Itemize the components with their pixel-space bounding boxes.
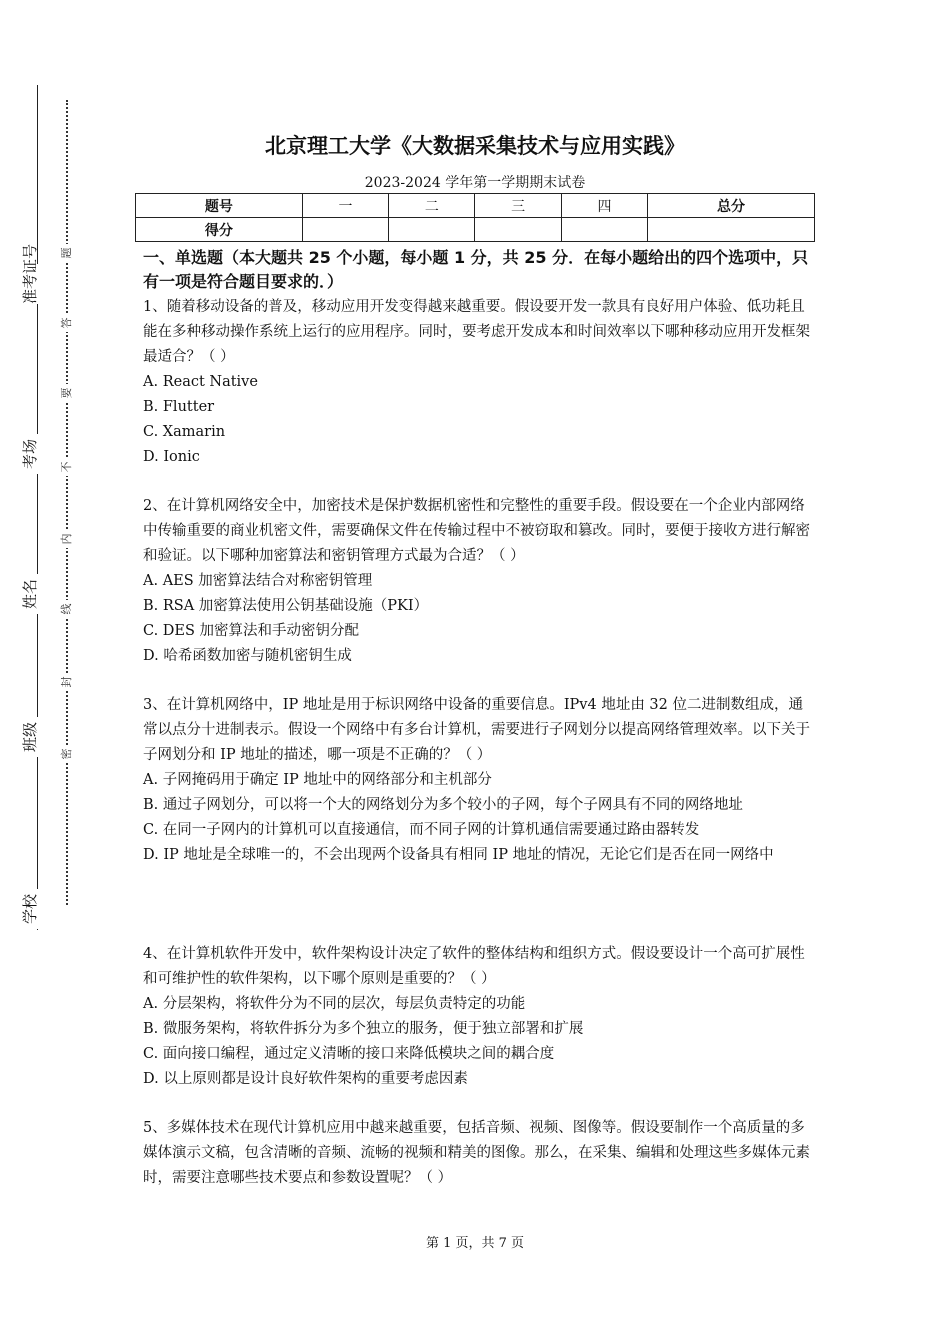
score-cell[interactable]: [475, 218, 561, 242]
score-col-header: 二: [389, 194, 475, 218]
question-4: [143, 942, 813, 1092]
seal-char: 不: [58, 458, 76, 476]
option-d: D. 哈希函数加密与随机密钥生成: [143, 648, 352, 664]
score-table-header-row: [136, 194, 815, 218]
question-3: [143, 693, 813, 868]
question-5: [143, 1116, 813, 1191]
option-b: B. 通过子网划分，可以将一个大的网络划分为多个较小的子网，每个子网具有不同的网络地址: [143, 797, 743, 813]
binding-dotted-line: [66, 100, 68, 905]
option-c: C. 面向接口编程，通过定义清晰的接口来降低模块之间的耦合度: [143, 1046, 555, 1062]
section-heading: 一、单选题（本大题共 25 个小题，每小题 1 分，共 25 分．在每小题给出的四个选项中，只有一项是符合题目要求的．）: [143, 248, 809, 291]
exam-room-label: 考场: [21, 434, 39, 474]
question-text: 1、随着移动设备的普及，移动应用开发变得越来越重要。假设要开发一款具有良好用户体验、低功耗且能在多种移动操作系统上运行的应用程序。同时，要考虑开发成本和时间效率以下哪种移动应用开发框架最适合？（ ）: [143, 299, 810, 365]
option-a: A. AES 加密算法结合对称密钥管理: [143, 573, 373, 589]
question-text: 2、在计算机网络安全中，加密技术是保护数据机密性和完整性的重要手段。假设要在一个企业内部网络中传输重要的商业机密文件，需要确保文件在传输过程中不被窃取和篡改。同时，要便于接收方进行解密和验证。以下哪种加密算法和密钥管理方式最为合适？（ ）: [143, 498, 810, 564]
option-b: B. RSA 加密算法使用公钥基础设施（PKI）: [143, 598, 429, 614]
option-a: A. 子网掩码用于确定 IP 地址中的网络部分和主机部分: [143, 772, 492, 788]
score-col-header: 总分: [648, 194, 815, 218]
score-col-header: 题号: [136, 194, 303, 218]
option-a: A. 分层架构，将软件分为不同的层次，每层负责特定的功能: [143, 996, 526, 1012]
score-col-header: 一: [302, 194, 388, 218]
score-col-header: 三: [475, 194, 561, 218]
score-table-score-row: [136, 218, 815, 242]
seal-char: 密: [58, 745, 76, 763]
seal-char: 内: [58, 530, 76, 548]
question-text: 4、在计算机软件开发中，软件架构设计决定了软件的整体结构和组织方式。假设要设计一个高可扩展性和可维护性的软件架构，以下哪个原则是重要的？（ ）: [143, 946, 805, 987]
seal-char: 答: [58, 314, 76, 332]
seal-char: 要: [58, 384, 76, 402]
option-b: B. Flutter: [143, 399, 215, 415]
option-a: A. React Native: [143, 374, 258, 390]
question-text: 5、多媒体技术在现代计算机应用中越来越重要，包括音频、视频、图像等。假设要制作一个高质量的多媒体演示文稿，包含清晰的音频、流畅的视频和精美的图像。那么，在采集、编辑和处理这些多媒体元素时，需要注意哪些技术要点和参数设置呢？（ ）: [143, 1120, 810, 1186]
name-label: 姓名: [21, 574, 39, 614]
question-text: 3、在计算机网络中，IP 地址是用于标识网络中设备的重要信息。IPv4 地址由 32 位二进制数组成，通常以点分十进制表示。假设一个网络中有多台计算机，需要进行子网划分以提高网络管理效率。以下关于子网划分和 IP 地址的描述，哪一项是不正确的？（ ）: [143, 697, 810, 763]
option-d: D. Ionic: [143, 449, 200, 465]
seal-char: 封: [58, 673, 76, 691]
school-label: 学校: [21, 889, 39, 929]
option-b: B. 微服务架构，将软件拆分为多个独立的服务，便于独立部署和扩展: [143, 1021, 584, 1037]
binding-solid-line: [37, 85, 38, 930]
exam-number-label: 准考证号: [21, 243, 39, 304]
option-d: D. IP 地址是全球唯一的，不会出现两个设备具有相同 IP 地址的情况，无论它们是否在同一网络中: [143, 847, 774, 863]
score-row-label: 得分: [136, 218, 303, 242]
score-cell[interactable]: [302, 218, 388, 242]
question-1: [143, 295, 813, 470]
option-c: C. Xamarin: [143, 424, 226, 440]
score-cell[interactable]: [561, 218, 647, 242]
option-c: C. DES 加密算法和手动密钥分配: [143, 623, 360, 639]
class-label: 班级: [21, 717, 39, 757]
exam-subtitle: 2023-2024 学年第一学期期末试卷: [364, 175, 586, 191]
page-footer: 第 1 页，共 7 页: [425, 1236, 525, 1251]
score-cell[interactable]: [648, 218, 815, 242]
score-col-header: 四: [561, 194, 647, 218]
seal-char: 题: [58, 244, 76, 262]
score-table: [135, 193, 815, 242]
option-c: C. 在同一子网内的计算机可以直接通信，而不同子网的计算机通信需要通过路由器转发: [143, 822, 700, 838]
question-2: [143, 494, 813, 669]
seal-char: 线: [58, 600, 76, 618]
exam-title: 北京理工大学《大数据采集技术与应用实践》: [265, 134, 685, 158]
score-cell[interactable]: [389, 218, 475, 242]
option-d: D. 以上原则都是设计良好软件架构的重要考虑因素: [143, 1071, 468, 1087]
